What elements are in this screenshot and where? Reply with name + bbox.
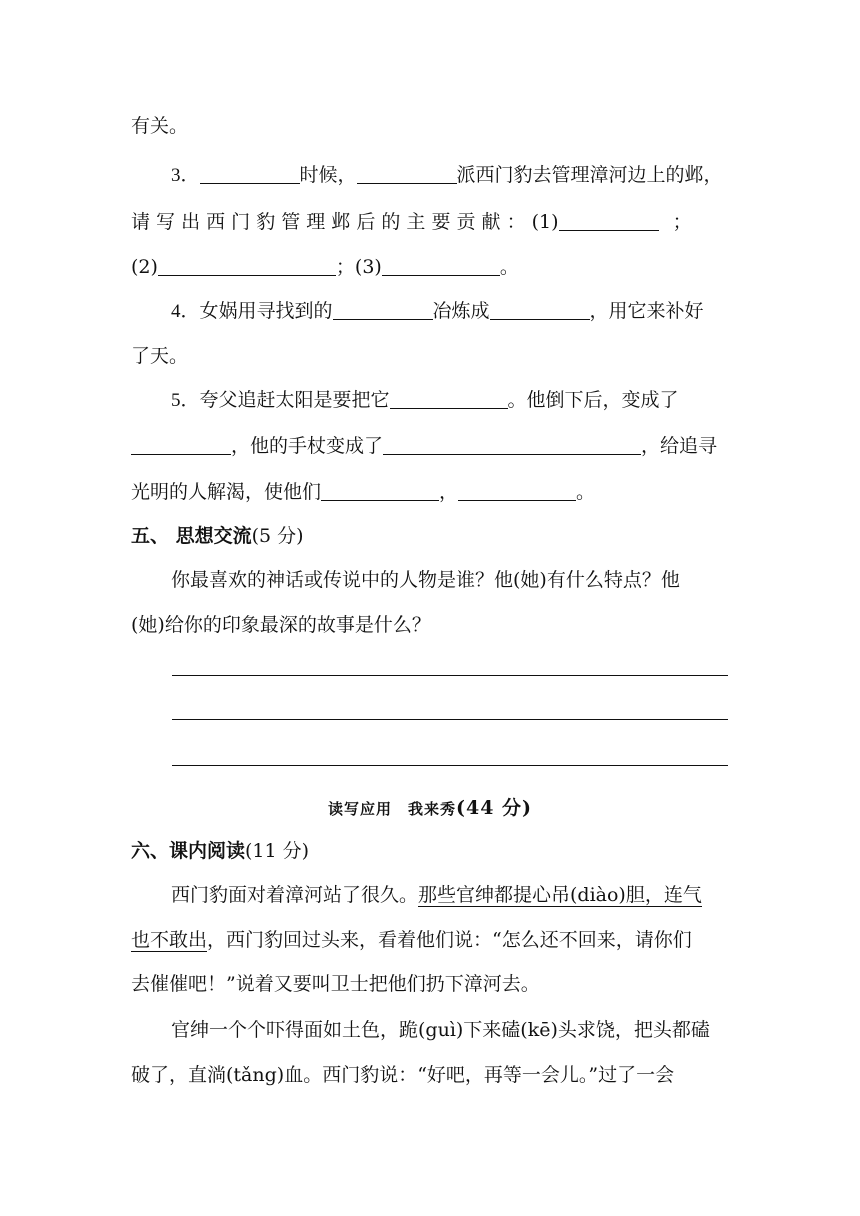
answer-line-1[interactable] — [172, 675, 728, 676]
passage-line-3: 去催催吧！”说着又要叫卫士把他们扔下漳河去。 — [131, 973, 540, 995]
underlined-sentence: 那些官绅都提心吊(diào)胆，连气 — [418, 884, 702, 906]
q3-blank-1[interactable] — [200, 163, 300, 184]
question-3-line-3: (2) ；(3) 。 — [131, 256, 519, 278]
q3-blank-2[interactable] — [357, 163, 457, 184]
question-4-line-2: 了天。 — [131, 345, 189, 367]
section-5-question-line-2: (她)给你的印象最深的故事是什么？ — [131, 614, 431, 636]
q4-blank-2[interactable] — [490, 299, 590, 320]
q5-blank-1[interactable] — [390, 388, 508, 409]
question-3-line-1: 3． 时候， 派西门豹去管理漳河边上的邺， — [171, 164, 723, 186]
answer-line-2[interactable] — [172, 719, 728, 720]
answer-line-3[interactable] — [172, 765, 728, 766]
q4-blank-1[interactable] — [333, 299, 433, 320]
passage-line-4: 官绅一个个吓得面如土色，跪(guì)下来磕(kē)头求饶，把头都磕 — [171, 1019, 710, 1041]
question-5-line-2: ，他的手杖变成了 ，给追寻 — [131, 433, 731, 459]
passage-line-2: 也不敢出，西门豹回过头来，看着他们说：“怎么还不回来，请你们 — [131, 929, 692, 951]
passage-line-1: 西门豹面对着漳河站了很久。那些官绅都提心吊(diào)胆，连气 — [171, 884, 702, 906]
q3-blank-5[interactable] — [382, 255, 500, 276]
question-4-line-1: 4．女娲用寻找到的 冶炼成 ，用它来补好 — [171, 300, 704, 322]
question-5-line-3: 光明的人解渴，使他们 ， 。 — [131, 481, 596, 503]
q5-blank-3[interactable] — [383, 434, 641, 455]
section-5-heading: 五、 思想交流(5 分) — [131, 525, 304, 547]
section-5-question-line-1: 你最喜欢的神话或传说中的人物是谁？他(她)有什么特点？他 — [171, 569, 680, 591]
q5-blank-5[interactable] — [458, 480, 576, 501]
q5-blank-2[interactable] — [131, 434, 231, 455]
underlined-sentence-end: 也不敢出 — [131, 929, 208, 951]
passage-line-5: 破了，直淌(tǎng)血。西门豹说：“好吧，再等一会儿。”过了一会 — [131, 1064, 675, 1086]
q3-blank-4[interactable] — [158, 255, 336, 276]
q3-blank-3[interactable] — [559, 210, 659, 231]
continued-text: 有关。 — [131, 115, 189, 137]
q5-blank-4[interactable] — [321, 480, 439, 501]
section-banner: 读写应用 我来秀(44 分) — [327, 797, 533, 819]
section-6-heading: 六、课内阅读(11 分) — [131, 840, 310, 862]
question-3-line-2: 请 写 出 西 门 豹 管 理 邺 后 的 主 要 贡 献 ： (1) ； — [131, 211, 692, 233]
question-5-line-1: 5．夸父追赶太阳是要把它 。他倒下后，变成了 — [171, 389, 679, 411]
